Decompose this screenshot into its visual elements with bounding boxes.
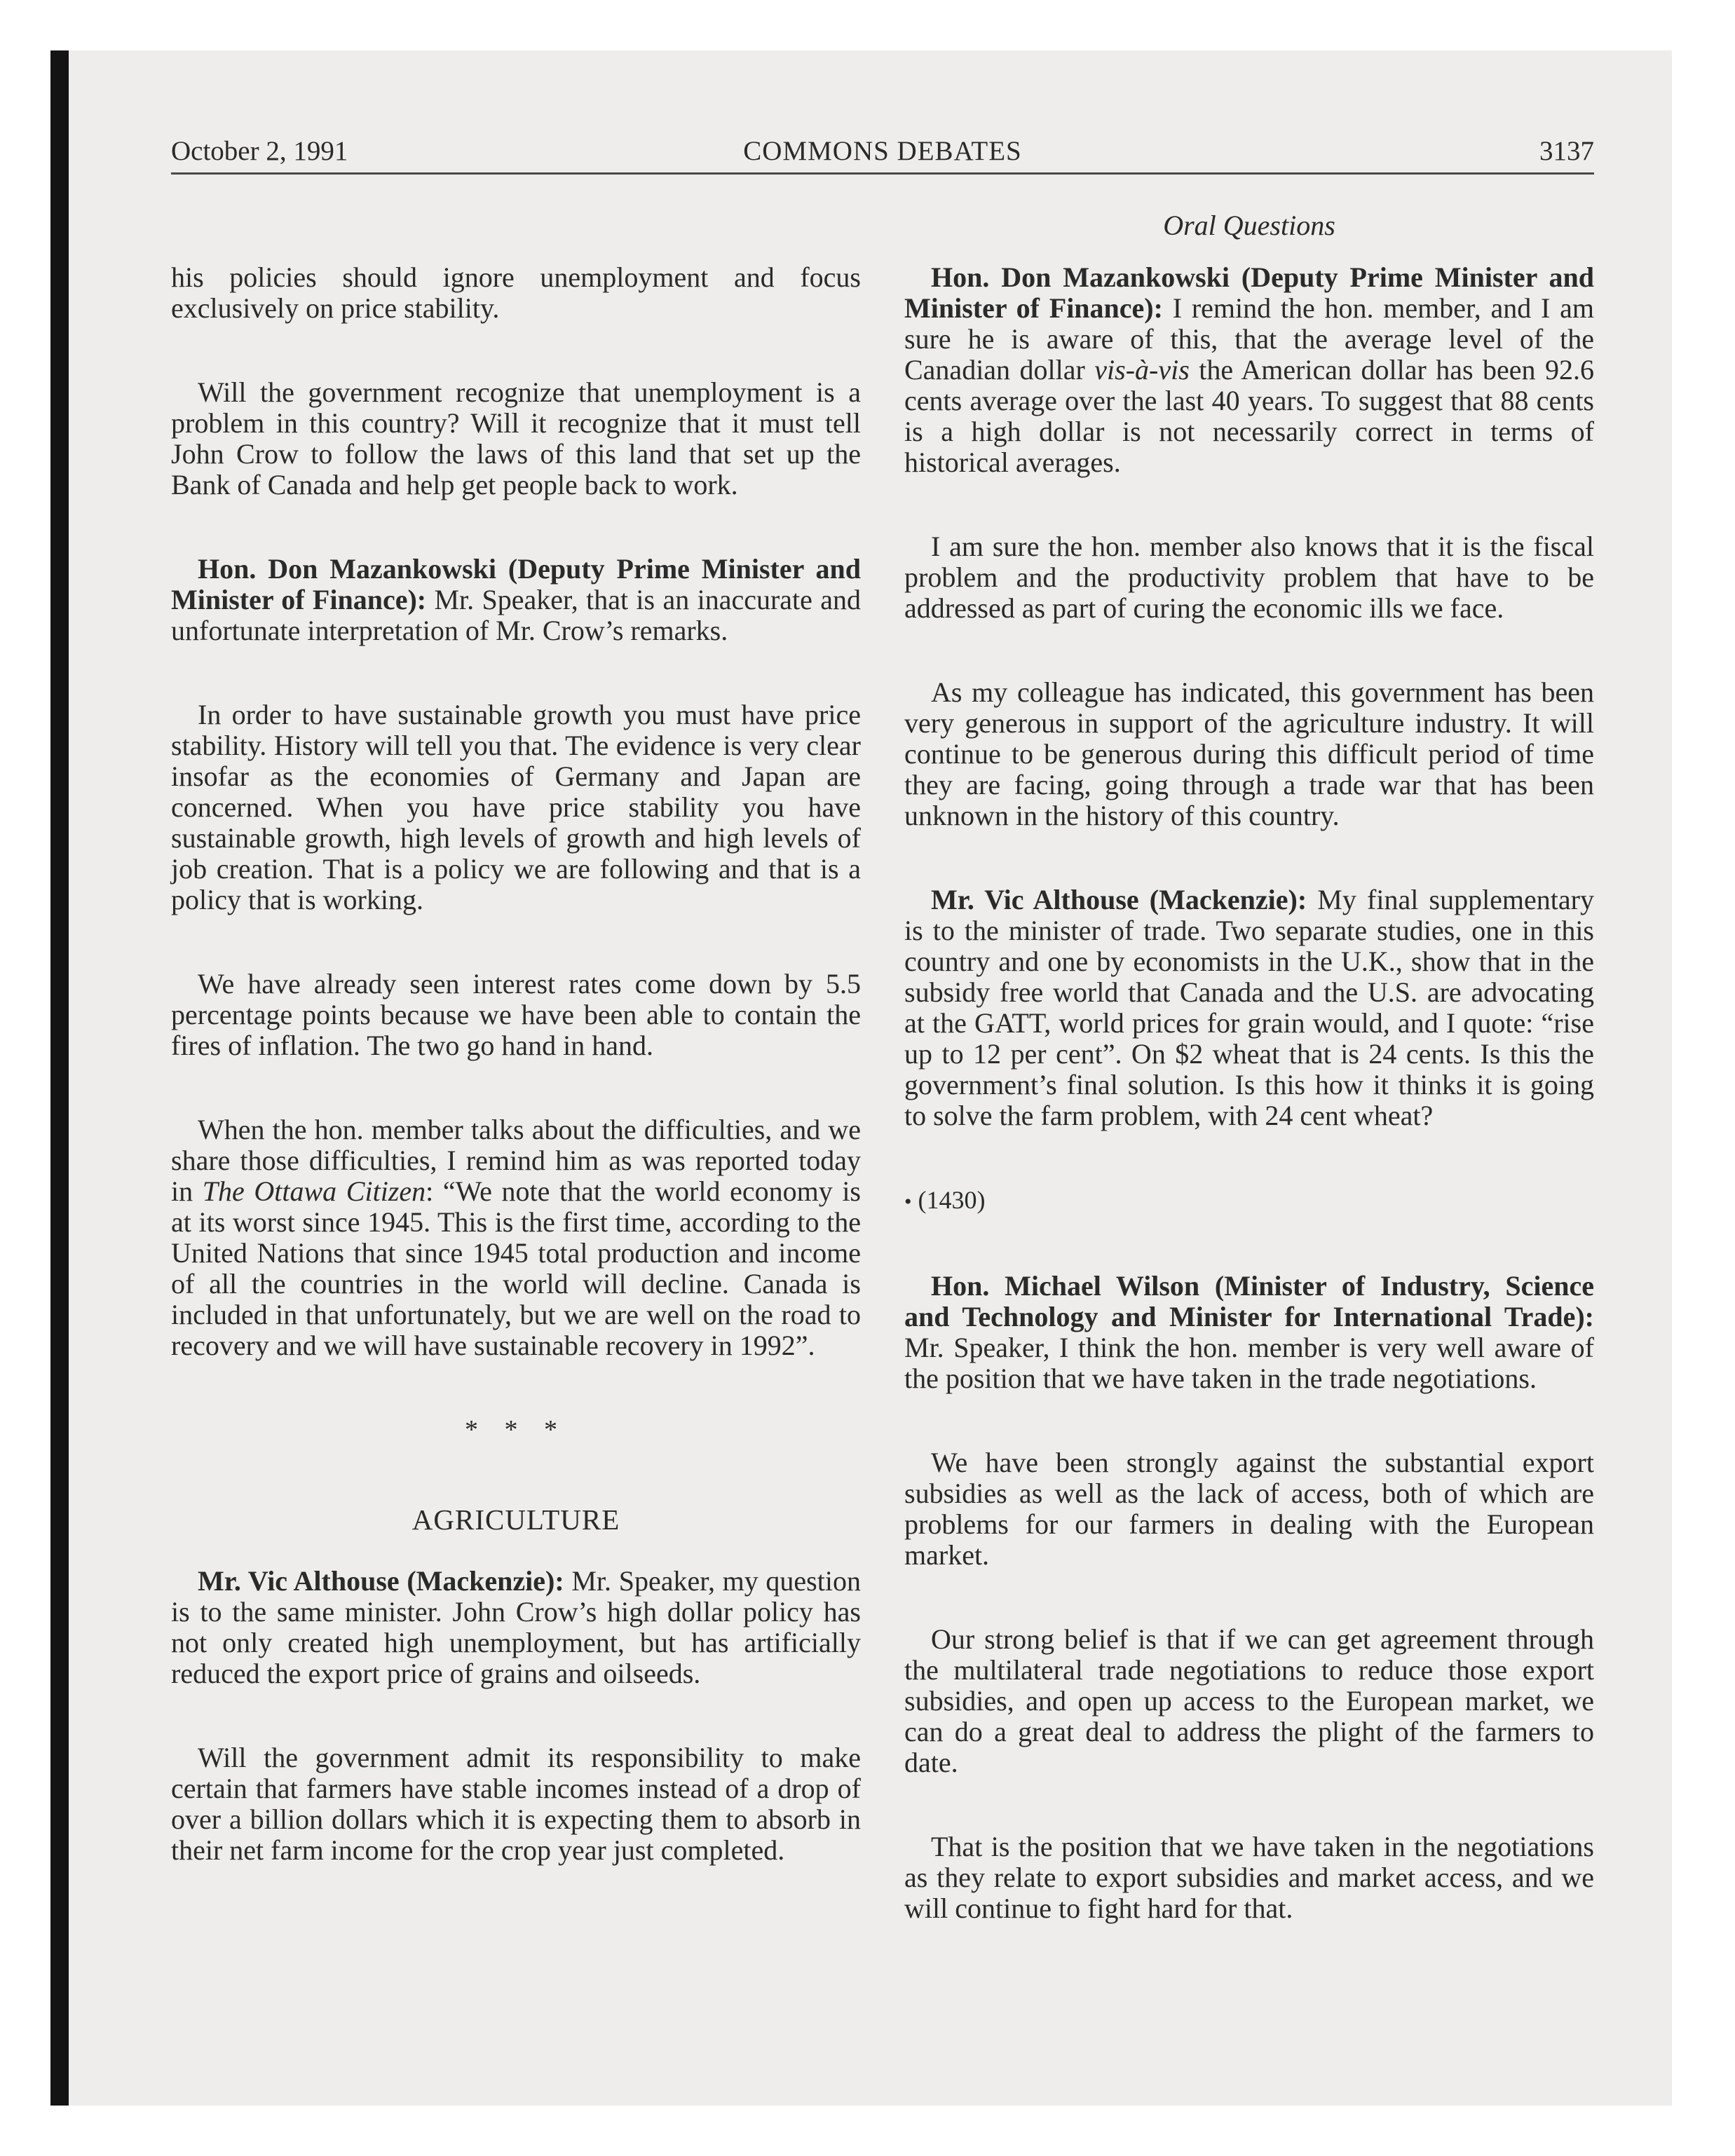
paragraph bbox=[904, 262, 1594, 478]
binding-edge bbox=[50, 50, 69, 2106]
timestamp: (1430) bbox=[918, 1186, 986, 1214]
speech-text: the American dollar has been 92.6 cents average over the last 40 years. To suggest that 88 cents is a high dollar is not necessarily correct in terms of historical averages. bbox=[904, 354, 1594, 478]
speech-text: Mr. Speaker, that is an inaccurate and unfortunate interpretation of Mr. Crow’s remarks. bbox=[171, 584, 862, 646]
speech-text: : “We note that the world economy is at its worst since 1945. This is the first time, according to the United Nations that since 1945 total production and income of all the countries in the world will decline. Canada is included in that unfortunately, but we are well on the road to recovery and we will have sustainable recovery in 1992”. bbox=[171, 1175, 862, 1361]
speech-text: I remind the hon. member, and I am sure he is aware of this, that the average level of the Canadian dollar bbox=[904, 292, 1594, 386]
paragraph bbox=[904, 1271, 1594, 1394]
paragraph bbox=[904, 885, 1594, 1131]
header-date: October 2, 1991 bbox=[171, 136, 348, 166]
header-title: COMMONS DEBATES bbox=[743, 136, 1022, 166]
paragraph: his policies should ignore unemployment and focus exclusively on price stability. bbox=[171, 261, 861, 324]
paragraph: Our strong belief is that if we can get agreement through the multilateral trade negotiations to reduce those export subsidies, and open up access to the European market, we can do a great deal to address the plight of the farmers to date. bbox=[904, 1623, 1594, 1778]
publication-title: The Ottawa Citizen bbox=[202, 1175, 426, 1207]
header-rule bbox=[171, 172, 1594, 175]
paragraph: Will the government admit its responsibility to make certain that farmers have stable incomes instead of a drop of over a billion dollars which it is expecting them to absorb in their net farm income for the crop year just completed. bbox=[171, 1742, 861, 1866]
paragraph: In order to have sustainable growth you must have price stability. History will tell you that. The evidence is very clear insofar as the economies of Germany and Japan are concerned. When you have price stability you have sustainable growth, high levels of growth and high levels of job creation. That is a policy we are following and that is a policy that is working. bbox=[171, 699, 861, 915]
bullet-icon: • bbox=[904, 1190, 912, 1213]
section-heading: Oral Questions bbox=[1163, 210, 1335, 241]
page-number: 3137 bbox=[1539, 136, 1594, 166]
speech-text: Mr. Speaker, my question is to the same minister. John Crow’s high dollar policy has not only created high unemployment, but has artificially reduced the export price of grains and oilseeds. bbox=[171, 1565, 861, 1689]
italic-term: vis-à-vis bbox=[1094, 354, 1190, 386]
section-separator: * * * bbox=[465, 1415, 567, 1445]
paragraph bbox=[171, 1566, 861, 1689]
paragraph: That is the position that we have taken in the negotiations as they relate to export subsidies and market access, and we will continue to fight hard for that. bbox=[904, 1831, 1594, 1924]
speaker-name: Mr. Vic Althouse (Mackenzie): bbox=[198, 1565, 564, 1597]
speaker-name: Hon. Don Mazankowski (Deputy Prime Minister and Minister of Finance): bbox=[904, 261, 1594, 324]
paragraph: As my colleague has indicated, this government has been very generous in support of the agriculture industry. It will continue to be generous during this difficult period of time they are facing, going through a trade war that has been unknown in the history of this country. bbox=[904, 676, 1594, 831]
right-column bbox=[904, 262, 1594, 1977]
speaker-name: Mr. Vic Althouse (Mackenzie): bbox=[931, 884, 1307, 915]
paragraph: Will the government recognize that unemployment is a problem in this country? Will it recognize that it must tell John Crow to follow the laws of this land that set up the Bank of Canada and help get people back to work. bbox=[171, 376, 861, 500]
paragraph bbox=[171, 1114, 861, 1361]
page-header bbox=[171, 130, 1594, 172]
speaker-name: Hon. Michael Wilson (Minister of Industry, Science and Technology and Minister for International Trade): bbox=[904, 1270, 1594, 1332]
topic-heading: AGRICULTURE bbox=[411, 1503, 620, 1536]
timestamp-marker bbox=[904, 1185, 1594, 1217]
paragraph: I am sure the hon. member also knows that it is the fiscal problem and the productivity problem that have to be addressed as part of curing the economic ills we face. bbox=[904, 531, 1594, 624]
left-column bbox=[171, 262, 861, 1919]
paragraph bbox=[171, 554, 861, 646]
paragraph: We have been strongly against the substantial export subsidies as well as the lack of access, both of which are problems for our farmers in dealing with the European market. bbox=[904, 1447, 1594, 1571]
speaker-name: Hon. Don Mazankowski (Deputy Prime Minister and Minister of Finance): bbox=[171, 553, 861, 615]
speech-text: Mr. Speaker, I think the hon. member is very well aware of the position that we have taken in the trade negotiations. bbox=[904, 1332, 1594, 1394]
paragraph: We have already seen interest rates come down by 5.5 percentage points because we have been able to contain the fires of inflation. The two go hand in hand. bbox=[171, 968, 861, 1061]
speech-text: When the hon. member talks about the difficulties, and we share those difficulties, I remind him as was reported today in bbox=[171, 1114, 861, 1207]
speech-text: My final supplementary is to the minister of trade. Two separate studies, one in this country and one by economists in the U.K., show that in the subsidy free world that Canada and the U.S. are advocating at the GATT, world prices for grain would, and I quote: “rise up to 12 per cent”. On $2 wheat that is 24 cents. Is this the government’s final solution. Is this how it thinks it is going to solve the farm problem, with 24 cent wheat? bbox=[904, 884, 1594, 1131]
